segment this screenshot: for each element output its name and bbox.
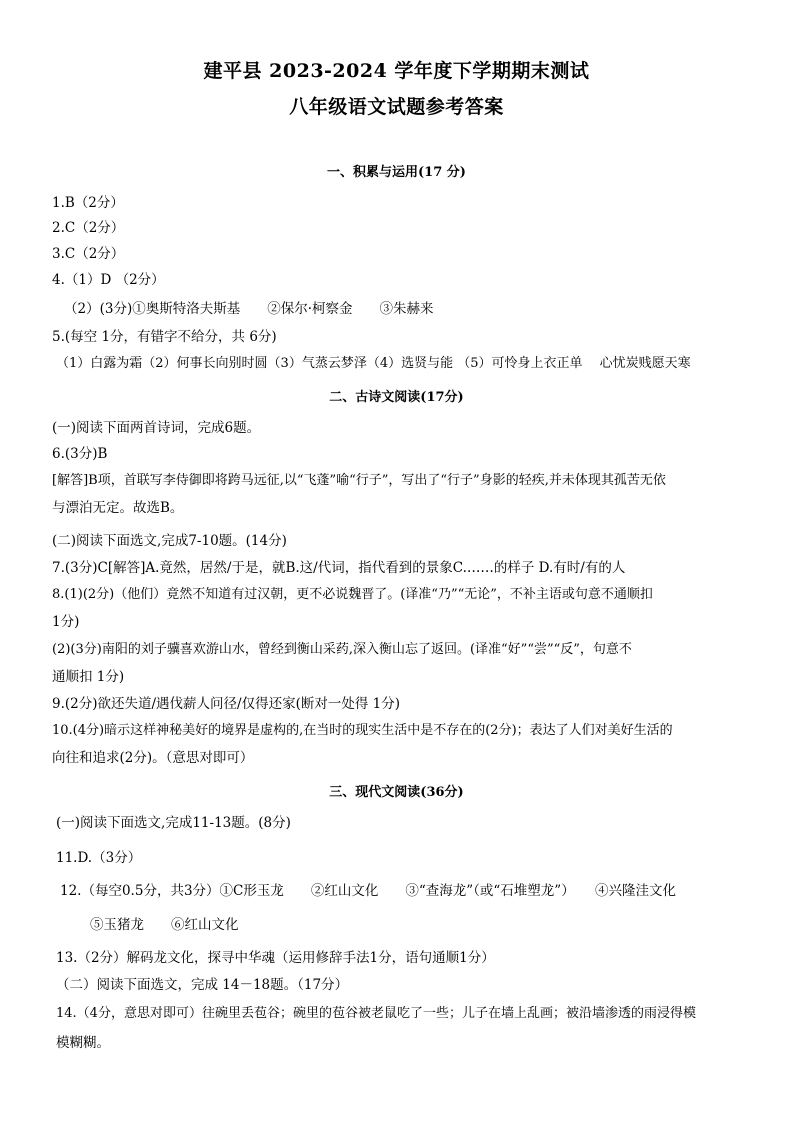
answer-line-14-cont: 模糊糊。 — [56, 1035, 110, 1051]
answer-line-8-1: 8.(1)(2分)（他们）竟然不知道有过汉朝，更不必说魏晋了。(译准“乃”“无论”，不补主语或句意不通顺扣 — [52, 587, 653, 602]
answer-line-10-cont: 向往和追求(2分)。（意思对即可） — [52, 750, 254, 766]
reading-intro-1: (一)阅读下面两首诗词，完成6题。 — [52, 420, 261, 436]
answer-line-2: 2.C（2分） — [52, 220, 125, 236]
answer-line-10: 10.(4分)暗示这样神秘美好的境界是虚构的,在当时的现实生活中是不存在的(2分)；表达了人们对美好生活的 — [52, 723, 673, 738]
answer-line-8-1-cont: 1分) — [52, 614, 80, 630]
reading-intro-4: （二）阅读下面选文，完成 14－18题。（17分） — [56, 977, 349, 993]
answer-line-5-detail: （1）白露为霜（2）何事长向别时圆（3）气蒸云梦泽（4）选贤与能 （5）可怜身上衣正单 心忧炭贱愿天寒 — [56, 356, 691, 371]
answer-line-5: 5.(每空 1分，有错字不给分，共 6分) — [52, 329, 277, 345]
answer-line-6-explain-cont: 与漂泊无定。故选B。 — [52, 500, 184, 516]
answer-line-3: 3.C（2分） — [52, 246, 125, 262]
answer-line-8-2: (2)(3分)南阳的刘子骥喜欢游山水，曾经到衡山采药,深入衡山忘了返回。(译准“好”“尝”“反”，句意不 — [52, 642, 632, 657]
answer-line-6-explain: [解答]B项，首联写李侍御即将跨马远征,以“飞蓬”喻“行子”，写出了“行子”身影的轻疾,并未体现其孤苦无依 — [52, 473, 666, 488]
answer-line-1: 1.B（2分） — [52, 195, 124, 211]
reading-intro-3: (一)阅读下面选文,完成11-13题。(8分) — [56, 815, 291, 831]
answer-line-14: 14.（4分，意思对即可）往碗里丢苞谷；碗里的苞谷被老鼠吃了一些；儿子在墙上乱画；被沿墙渗透的雨浸得模 — [56, 1006, 696, 1021]
answer-line-13: 13.（2分）解码龙文化，探寻中华魂（运用修辞手法1分，语句通顺1分） — [56, 950, 495, 966]
answer-line-4-2: （2）(3分)①奥斯特洛夫斯基 ②保尔·柯察金 ③朱赫来 — [64, 301, 434, 317]
section-heading-2: 二、古诗文阅读(17分) — [329, 390, 464, 405]
answer-line-4: 4.（1）D （2分） — [52, 272, 165, 288]
exam-subtitle: 八年级语文试题参考答案 — [289, 96, 504, 118]
answer-line-7: 7.(3分)C[解答]A.竟然，居然/于是，就B.这/代词，指代看到的景象C.……的样子 D.有时/有的人 — [52, 560, 626, 576]
answer-line-11: 11.D.（3分） — [56, 850, 142, 866]
answer-line-6: 6.(3分)B — [52, 446, 108, 462]
section-heading-1: 一、积累与运用(17 分) — [327, 165, 466, 180]
answer-line-12: 12.（每空0.5分，共3分）①C形玉龙 ②红山文化 ③“查海龙”（或“石堆塑龙”） ④兴隆洼文化 — [60, 883, 676, 899]
answer-line-12-cont: ⑤玉猪龙 ⑥红山文化 — [90, 917, 239, 933]
exam-title: 建平县 2023-2024 学年度下学期期末测试 — [203, 60, 590, 82]
answer-line-8-2-cont: 通顺扣 1分) — [52, 669, 125, 685]
answer-line-9: 9.(2分)欲还失道/遇伐薪人问径/仅得还家(断对一处得 1分) — [52, 696, 401, 712]
reading-intro-2: (二)阅读下面选文,完成7-10题。(14分) — [52, 533, 287, 549]
section-heading-3: 三、现代文阅读(36分) — [329, 785, 464, 800]
